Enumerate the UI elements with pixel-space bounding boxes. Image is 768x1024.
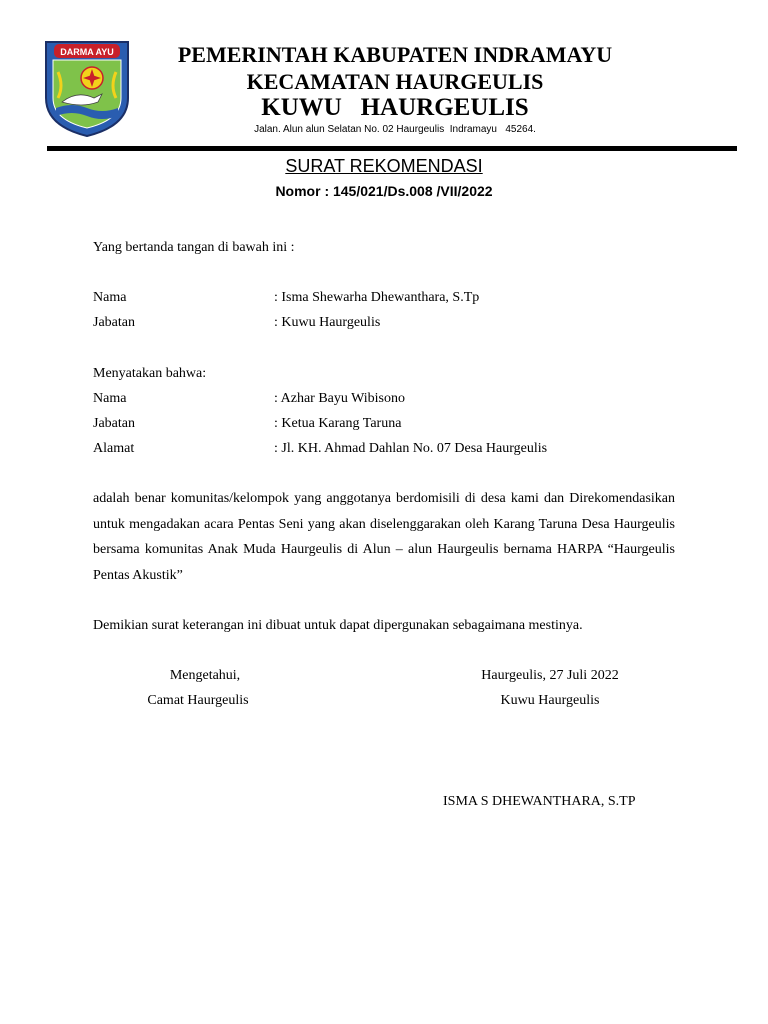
subject-name-label: Nama bbox=[93, 391, 127, 406]
sign-right-line2: Kuwu Haurgeulis bbox=[500, 693, 600, 708]
declare-text: Menyatakan bahwa: bbox=[93, 366, 207, 381]
intro-text: Yang bertanda tangan di bawah ini : bbox=[93, 240, 295, 255]
signer-name-label: Nama bbox=[93, 290, 127, 305]
sign-left-line1: Mengetahui, bbox=[169, 668, 241, 683]
signer-position-label: Jabatan bbox=[93, 315, 135, 330]
signer-name-value: : Isma Shewarha Dhewanthara, S.Tp bbox=[274, 290, 480, 305]
body-paragraph: adalah benar komunitas/kelompok yang anggotanya berdomisili di desa kami dan Direkomendasikan untuk mengadakan acara Pentas Seni yang akan diselenggarakan oleh Karang Taruna Desa Haurgeulis bersama komunitas Anak Muda Haurgeulis di Alun – alun Haurgeulis bernama HARPA “Haurgeulis Pentas Akustik” bbox=[93, 491, 675, 583]
subject-position-label: Jabatan bbox=[93, 416, 135, 431]
sign-right-name: ISMA S DHEWANTHARA, S.TP bbox=[443, 794, 636, 809]
regency-logo bbox=[42, 36, 132, 138]
subject-position-value: : Ketua Karang Taruna bbox=[274, 416, 402, 431]
header-government: PEMERINTAH KABUPATEN INDRAMAYU bbox=[177, 42, 613, 67]
subject-address-label: Alamat bbox=[93, 441, 135, 456]
header-divider bbox=[47, 146, 737, 151]
header-village: KUWU HAURGEULIS bbox=[261, 94, 529, 121]
sign-left-line2: Camat Haurgeulis bbox=[147, 693, 249, 708]
header-address: Jalan. Alun alun Selatan No. 02 Haurgeulis Indramayu 45264. bbox=[254, 124, 536, 135]
regency-emblem-icon bbox=[42, 36, 132, 138]
header-district: KECAMATAN HAURGEULIS bbox=[246, 69, 544, 94]
subject-address-value: : Jl. KH. Ahmad Dahlan No. 07 Desa Haurgeulis bbox=[274, 441, 548, 456]
svg-text:DARMA AYU: DARMA AYU bbox=[60, 47, 114, 57]
letter-title: SURAT REKOMENDASI bbox=[285, 156, 483, 176]
subject-name-value: : Azhar Bayu Wibisono bbox=[274, 391, 405, 406]
signer-position-value: : Kuwu Haurgeulis bbox=[274, 315, 381, 330]
closing-text: Demikian surat keterangan ini dibuat untuk dapat dipergunakan sebagaimana mestinya. bbox=[93, 618, 583, 633]
letter-number: Nomor : 145/021/Ds.008 /VII/2022 bbox=[275, 183, 493, 199]
sign-right-line1: Haurgeulis, 27 Juli 2022 bbox=[481, 668, 619, 683]
